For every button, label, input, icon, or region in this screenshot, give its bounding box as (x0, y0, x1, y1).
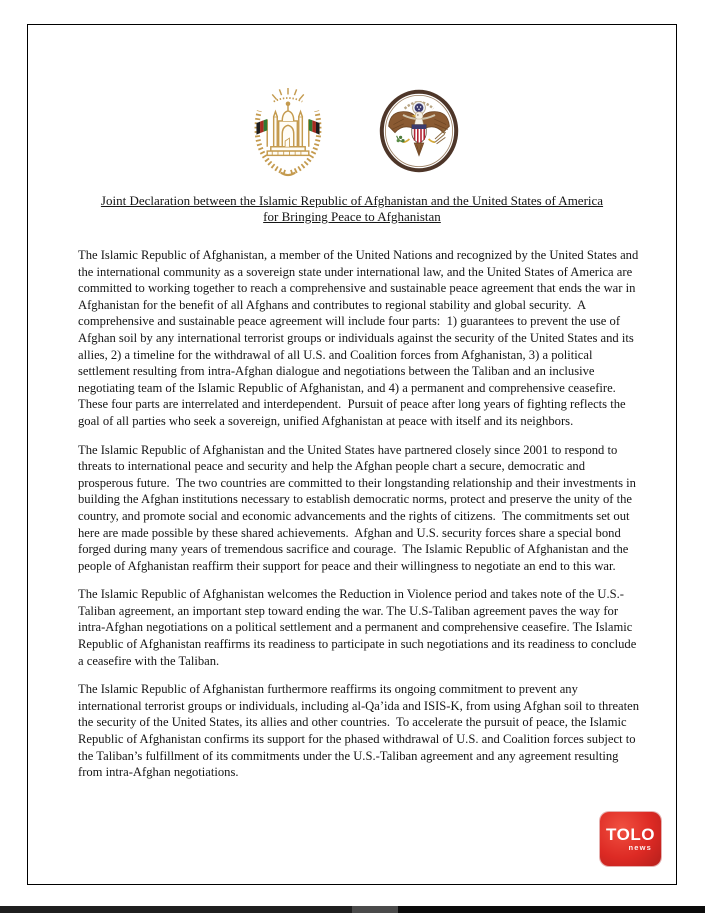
video-frame-bottom-bar (0, 906, 705, 913)
document-body (28, 247, 676, 781)
declaration-paragraph-3: The Islamic Republic of Afghanistan welcomes the Reduction in Violence period and takes note of the U.S.-Taliban agreement, an important step toward ending the war. The U.S-Taliban agreement paves the way for intra-Afghan negotiations on a political settlement and a permanent and comprehensive ceasefire. The Islamic Republic of Afghanistan reaffirms its readiness to participate in such negotiations and its readiness to conclude a ceasefire with the Taliban. (78, 587, 640, 668)
title-line-1: Joint Declaration between the Islamic Republic of Afghanistan and the United States of America (100, 193, 604, 208)
bottom-bar-segment-left (0, 906, 352, 913)
declaration-paragraph-4: The Islamic Republic of Afghanistan furthermore reaffirms its ongoing commitment to prevent any international terrorist groups or individuals, including al-Qa’ida and ISIS-K, from using Afghan soil to threaten the security of the United States, its allies and other countries. To accelerate the pursuit of peace, the Islamic Republic of Afghanistan confirms its support for the phased withdrawal of U.S. and Coalition forces subject to the Taliban’s fulfillment of its commitments under the U.S.-Taliban agreement and any agreement resulting from intra-Afghan negotiations. (78, 682, 643, 780)
tolonews-logo (600, 812, 661, 866)
us-great-seal-icon (379, 89, 459, 173)
declaration-paragraph-2: The Islamic Republic of Afghanistan and the United States have partnered closely since 2001 to respond to threats to international peace and security and help the Afghan people chart a secure, democratic and prosperous future. The two countries are committed to their longstanding relationship and their investments in building the Afghan institutions necessary to establish democratic norms, protect and preserve the unity of the country, and promote social and economic advancements and the rights of citizens. The commitments set out here are made possible by these shared achievements. Afghan and U.S. security forces share a special bond forged during many years of tremendous sacrifice and courage. The Islamic Republic of Afghanistan and the people of Afghanistan reaffirm their support for peace and their willingness to negotiate an end to this war. (78, 442, 640, 573)
document-title (64, 193, 640, 225)
seals-row (28, 83, 676, 179)
afghanistan-national-emblem-icon (245, 83, 331, 179)
tolonews-logo-subtext: news (628, 843, 652, 853)
tolonews-logo-text: TOLO (606, 825, 655, 845)
title-line-2: for Bringing Peace to Afghanistan (263, 209, 441, 224)
document-page (27, 24, 677, 885)
declaration-paragraph-1: The Islamic Republic of Afghanistan, a member of the United Nations and recognized by the United States and the international community as a sovereign state under international law, and the United States of America are committed to working together to reach a comprehensive and sustainable peace agreement that ends the war in Afghanistan for the benefit of all Afghans and contributes to regional stability and global security. A comprehensive and sustainable peace agreement will include four parts: 1) guarantees to prevent the use of Afghan soil by any international terrorist groups or individuals against the security of the United States and its allies, 2) a timeline for the withdrawal of all U.S. and Coalition forces from Afghanistan, 3) a political settlement resulting from intra-Afghan dialogue and negotiations between the Taliban and an inclusive negotiating team of the Islamic Republic of Afghanistan, and 4) a permanent and comprehensive ceasefire. These four parts are interrelated and interdependent. Pursuit of peace after long years of fighting reflects the goal of all parties who seek a sovereign, unified Afghanistan at peace with itself and its neighbors. (78, 248, 642, 428)
bottom-bar-segment-mid (352, 906, 398, 913)
